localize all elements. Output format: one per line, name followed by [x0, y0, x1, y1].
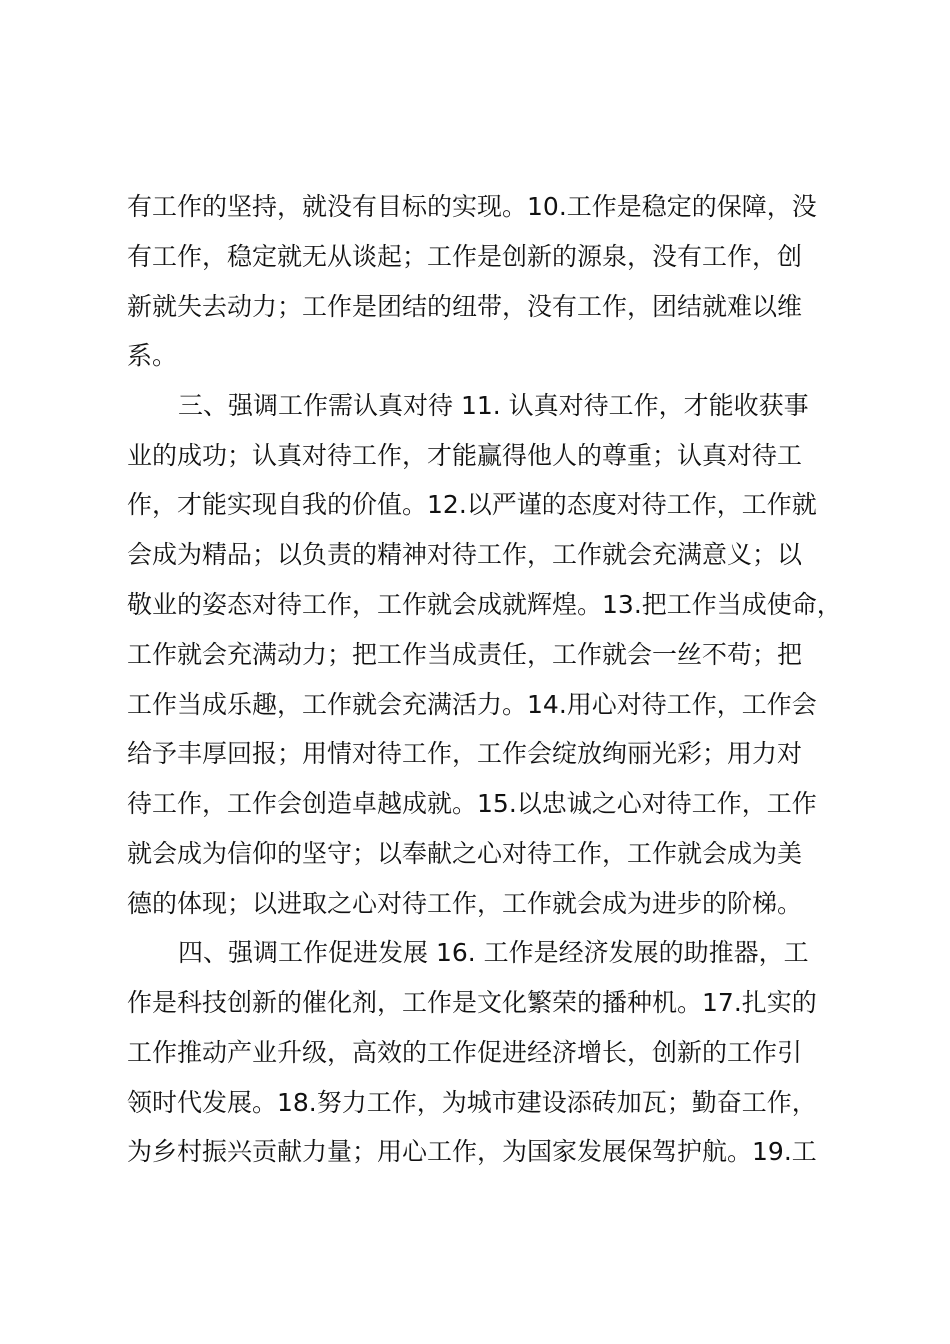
section-heading-line: 四、强调工作促进发展 16. 工作是经济发展的助推器，工	[178, 938, 809, 967]
text-line: 系。	[127, 341, 178, 370]
text-line: 工作就会充满动力；把工作当成责任，工作就会一丝不苟；把	[127, 640, 803, 669]
text-line: 有工作的坚持，就没有目标的实现。10.工作是稳定的保障，没	[127, 192, 817, 221]
text-line: 新就失去动力；工作是团结的纽带，没有工作，团结就难以维	[127, 292, 803, 321]
text-line: 德的体现；以进取之心对待工作，工作就会成为进步的阶梯。	[127, 889, 803, 918]
text-line: 领时代发展。18.努力工作，为城市建设添砖加瓦；勤奋工作，	[127, 1088, 817, 1117]
text-line: 有工作，稳定就无从谈起；工作是创新的源泉，没有工作，创	[127, 242, 803, 271]
text-line: 就会成为信仰的坚守；以奉献之心对待工作，工作就会成为美	[127, 839, 803, 868]
text-line: 作，才能实现自我的价值。12.以严谨的态度对待工作，工作就	[127, 490, 817, 519]
text-line: 敬业的姿态对待工作，工作就会成就辉煌。13.把工作当成使命，	[127, 590, 842, 619]
text-line: 会成为精品；以负责的精神对待工作，工作就会充满意义；以	[127, 540, 803, 569]
section-heading-line: 三、强调工作需认真对待 11. 认真对待工作，才能收获事	[178, 391, 809, 420]
text-line: 给予丰厚回报；用情对待工作，工作会绽放绚丽光彩；用力对	[127, 739, 803, 768]
text-line: 工作推动产业升级，高效的工作促进经济增长，创新的工作引	[127, 1038, 803, 1067]
text-line: 待工作，工作会创造卓越成就。15.以忠诚之心对待工作，工作	[127, 789, 817, 818]
text-line: 为乡村振兴贡献力量；用心工作，为国家发展保驾护航。19.工	[127, 1137, 817, 1166]
text-line: 作是科技创新的催化剂，工作是文化繁荣的播种机。17.扎实的	[127, 988, 817, 1017]
text-line: 工作当成乐趣，工作就会充满活力。14.用心对待工作，工作会	[127, 690, 817, 719]
text-line: 业的成功；认真对待工作，才能赢得他人的尊重；认真对待工	[127, 441, 803, 470]
